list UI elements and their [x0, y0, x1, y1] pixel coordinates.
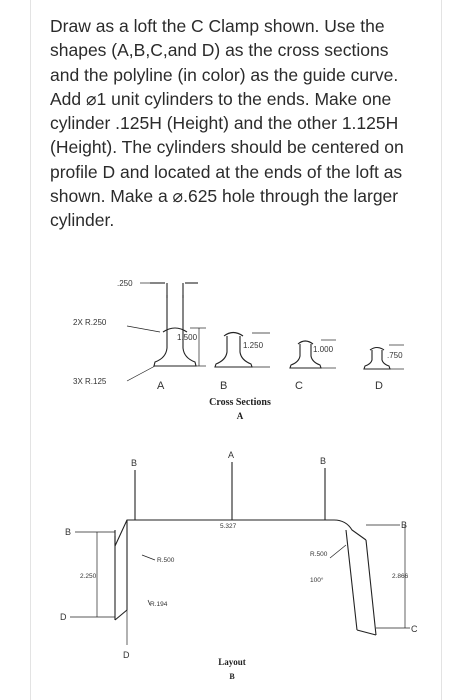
layout-label-b-right: B	[320, 456, 327, 466]
question-line: cylinder .125H (Height) and the other 1.125H	[50, 113, 399, 134]
height-b: 1.250	[243, 341, 264, 350]
question-line: Add ⌀1 unit cylinders to the ends. Make one	[50, 88, 392, 109]
layout-label-b-end: B	[401, 520, 408, 530]
layout-caption-sub: B	[229, 672, 235, 681]
label-a: A	[157, 380, 165, 392]
layout-dim-r500-right: R.500	[310, 551, 328, 558]
layout-dim-r500-left: R.500	[157, 557, 175, 564]
question-line: profile D and located at the ends of the loft as	[50, 161, 403, 182]
layout-dim-length: 5.327	[220, 523, 237, 530]
layout-dim-r194: R.194	[150, 601, 168, 608]
height-d: .750	[387, 351, 403, 360]
layout-label-b-edge: B	[65, 527, 72, 537]
label-b: B	[220, 380, 228, 392]
layout-label-b-left: B	[131, 458, 138, 468]
layout-label-d-bottom: D	[123, 650, 130, 660]
height-c: 1.000	[313, 345, 334, 354]
dim-2x-radius: 2X R.250	[73, 318, 107, 327]
cross-sections-caption: Cross Sections	[209, 397, 271, 408]
layout-label-c: C	[411, 624, 418, 634]
layout-dim-2866: 2.866	[392, 573, 409, 580]
layout-dim-2250: 2.250	[80, 573, 97, 580]
question-line: and the polyline (in color) as the guide curve.	[50, 64, 399, 85]
dim-3x-radius: 3X R.125	[73, 377, 107, 386]
question-line: cylinder.	[50, 210, 115, 231]
cross-sections-caption-sub: A	[236, 411, 244, 421]
cross-section-a-profile	[150, 283, 206, 366]
dim-top: .250	[117, 279, 133, 288]
height-a: 1.500	[177, 333, 198, 342]
layout-guide-path	[70, 462, 410, 645]
question-line: Draw as a loft the C Clamp shown. Use the	[50, 16, 385, 36]
label-c: C	[295, 380, 303, 392]
layout-label-d-left: D	[60, 612, 67, 622]
question-line: (Height). The cylinders should be centered on	[50, 137, 404, 158]
label-d: D	[375, 380, 383, 392]
layout-caption: Layout	[218, 657, 246, 667]
question-line: shapes (A,B,C,and D) as the cross sections	[50, 40, 389, 61]
layout-label-a: A	[228, 450, 235, 460]
question-line: shown. Make a ⌀.625 hole through the larger	[50, 186, 399, 207]
layout-dim-angle: 100°	[310, 577, 324, 584]
